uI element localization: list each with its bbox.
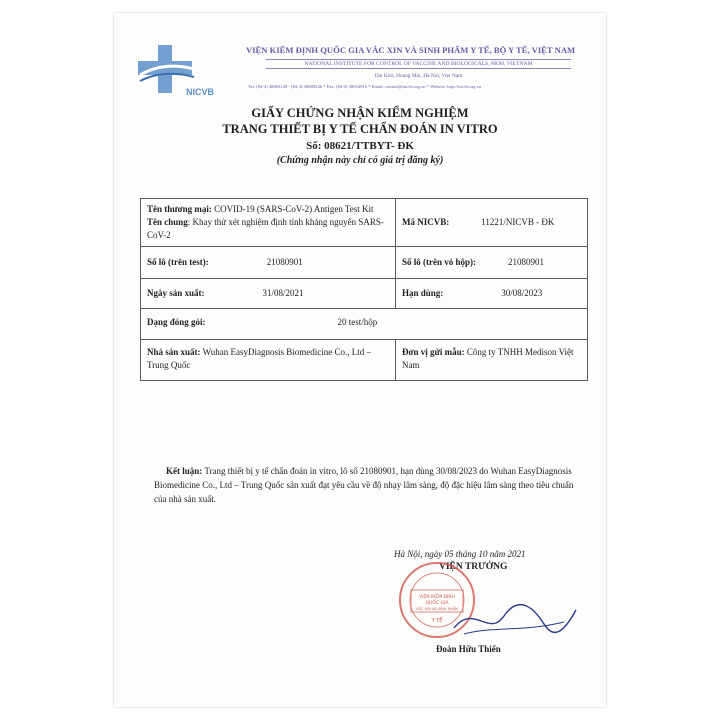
packaging-label: Dạng đóng gói: (147, 317, 206, 328)
info-table (140, 198, 588, 381)
table-row (141, 247, 588, 279)
table-row (141, 279, 588, 309)
lot-box-label: Số lô (trên vỏ hộp): (402, 257, 476, 268)
lot-test-label: Số lô (trên test): (147, 257, 209, 268)
certificate-number: Số: 08621/TTBYT- ĐK (306, 140, 414, 152)
table-row (141, 309, 588, 340)
sender-cell (396, 340, 588, 381)
doc-title-line2: TRANG THIẾT BỊ Y TẾ CHẨN ĐOÁN IN VITRO (222, 122, 498, 136)
logo-text: NICVB (186, 87, 215, 97)
svg-text:Y TẾ: Y TẾ (431, 618, 443, 624)
manufacturer-cell (141, 340, 396, 381)
lot-box-value: 21080901 (508, 257, 544, 268)
document-page (114, 13, 606, 707)
lot-test-value: 21080901 (266, 257, 303, 268)
doc-title-line1: GIẤY CHỨNG NHẬN KIỂM NGHIỆM (251, 106, 469, 120)
svg-text:VIỆN KIỂM ĐỊNH: VIỆN KIỂM ĐỊNH (418, 595, 456, 600)
nicvb-code-cell (396, 199, 588, 247)
common-name-value: : Khay thử xét nghiệm định tính kháng nguyên SARS-CoV-2 (147, 217, 384, 241)
lot-test-cell (141, 247, 396, 279)
nicvb-code-value: 11221/NICVB - ĐK (481, 217, 555, 228)
trade-name-label: Tên thương mại: (147, 204, 212, 214)
nicvb-logo-icon (134, 39, 200, 109)
exp-date-cell (396, 279, 588, 309)
manufacturer-label: Nhà sản xuất: (147, 347, 201, 358)
header-address: Dai Kim, Hoang Mai, Ha Noi, Viet Nam (374, 73, 463, 79)
table-row (141, 340, 588, 381)
product-name-cell (141, 199, 396, 247)
sender-label: Đơn vị gửi mẫu: (402, 347, 465, 358)
conclusion-text: Trang thiết bị y tế chẩn đoán in vitro, lô số 21080901, hạn dùng 30/08/2023 do Wuhan EasyDiagnosis Biomedicine Co., Ltd – Trung Quốc sản xuất đạt yêu cầu về độ nhạy lâm sàng, độ đặc hiệu lâm sàng theo tiêu chuẩn của nhà sản xuất. (154, 466, 574, 504)
exp-date-label: Hạn dùng: (402, 288, 444, 299)
signatory-name: Đoàn Hữu Thiển (436, 644, 501, 654)
table-row (141, 199, 588, 247)
common-name-label: Tên chung (147, 217, 188, 228)
header-org-vn: VIỆN KIỂM ĐỊNH QUỐC GIA VẮC XIN VÀ SINH PHẨM Y TẾ, BỘ Y TẾ, VIỆT NAM (246, 45, 576, 55)
signature-date: Hà Nội, ngày 05 tháng 10 năm 2021 (394, 549, 526, 559)
trade-name-value: COVID-19 (SARS-CoV-2) Antigen Test Kit (211, 204, 374, 214)
signature-title: VIỆN TRƯỞNG (439, 562, 508, 572)
exp-date-value: 30/08/2023 (501, 288, 543, 299)
svg-text:VẮC XIN VÀ SINH PHẨM: VẮC XIN VÀ SINH PHẨM (415, 607, 459, 611)
header-org-en: NATIONAL INSTITUTE FOR CONTROL OF VACCINE AND BIOLOGICALS, MOH, VIETNAM (266, 59, 571, 69)
manufacturer-value: Wuhan EasyDiagnosis Biomedicine Co., Ltd – Trung Quốc (147, 347, 371, 371)
conclusion-paragraph (154, 465, 588, 507)
mfg-date-cell (141, 279, 396, 309)
lot-box-cell (396, 247, 588, 279)
handwritten-signature-icon (444, 598, 584, 643)
nicvb-code-label: Mã NICVB: (402, 217, 450, 228)
svg-text:QUỐC GIA: QUỐC GIA (425, 601, 449, 606)
certificate-note: (Chứng nhận này chỉ có giá trị đăng ký) (276, 155, 444, 166)
packaging-cell (141, 309, 588, 340)
header-contact: Tel: (84-4) 38683148 - (84-4) 38689236 * Fax: (84-4) 38654816 * Email: contact@nicvb.org.vn * Website: http://nicvb.org.vn (248, 84, 482, 89)
mfg-date-value: 31/08/2021 (262, 288, 304, 299)
conclusion-label: Kết luận: (166, 466, 203, 476)
packaging-value: 20 test/hộp (337, 317, 378, 328)
mfg-date-label: Ngày sản xuất: (147, 288, 205, 299)
sender-value: Công ty TNHH Medison Việt Nam (402, 347, 574, 371)
